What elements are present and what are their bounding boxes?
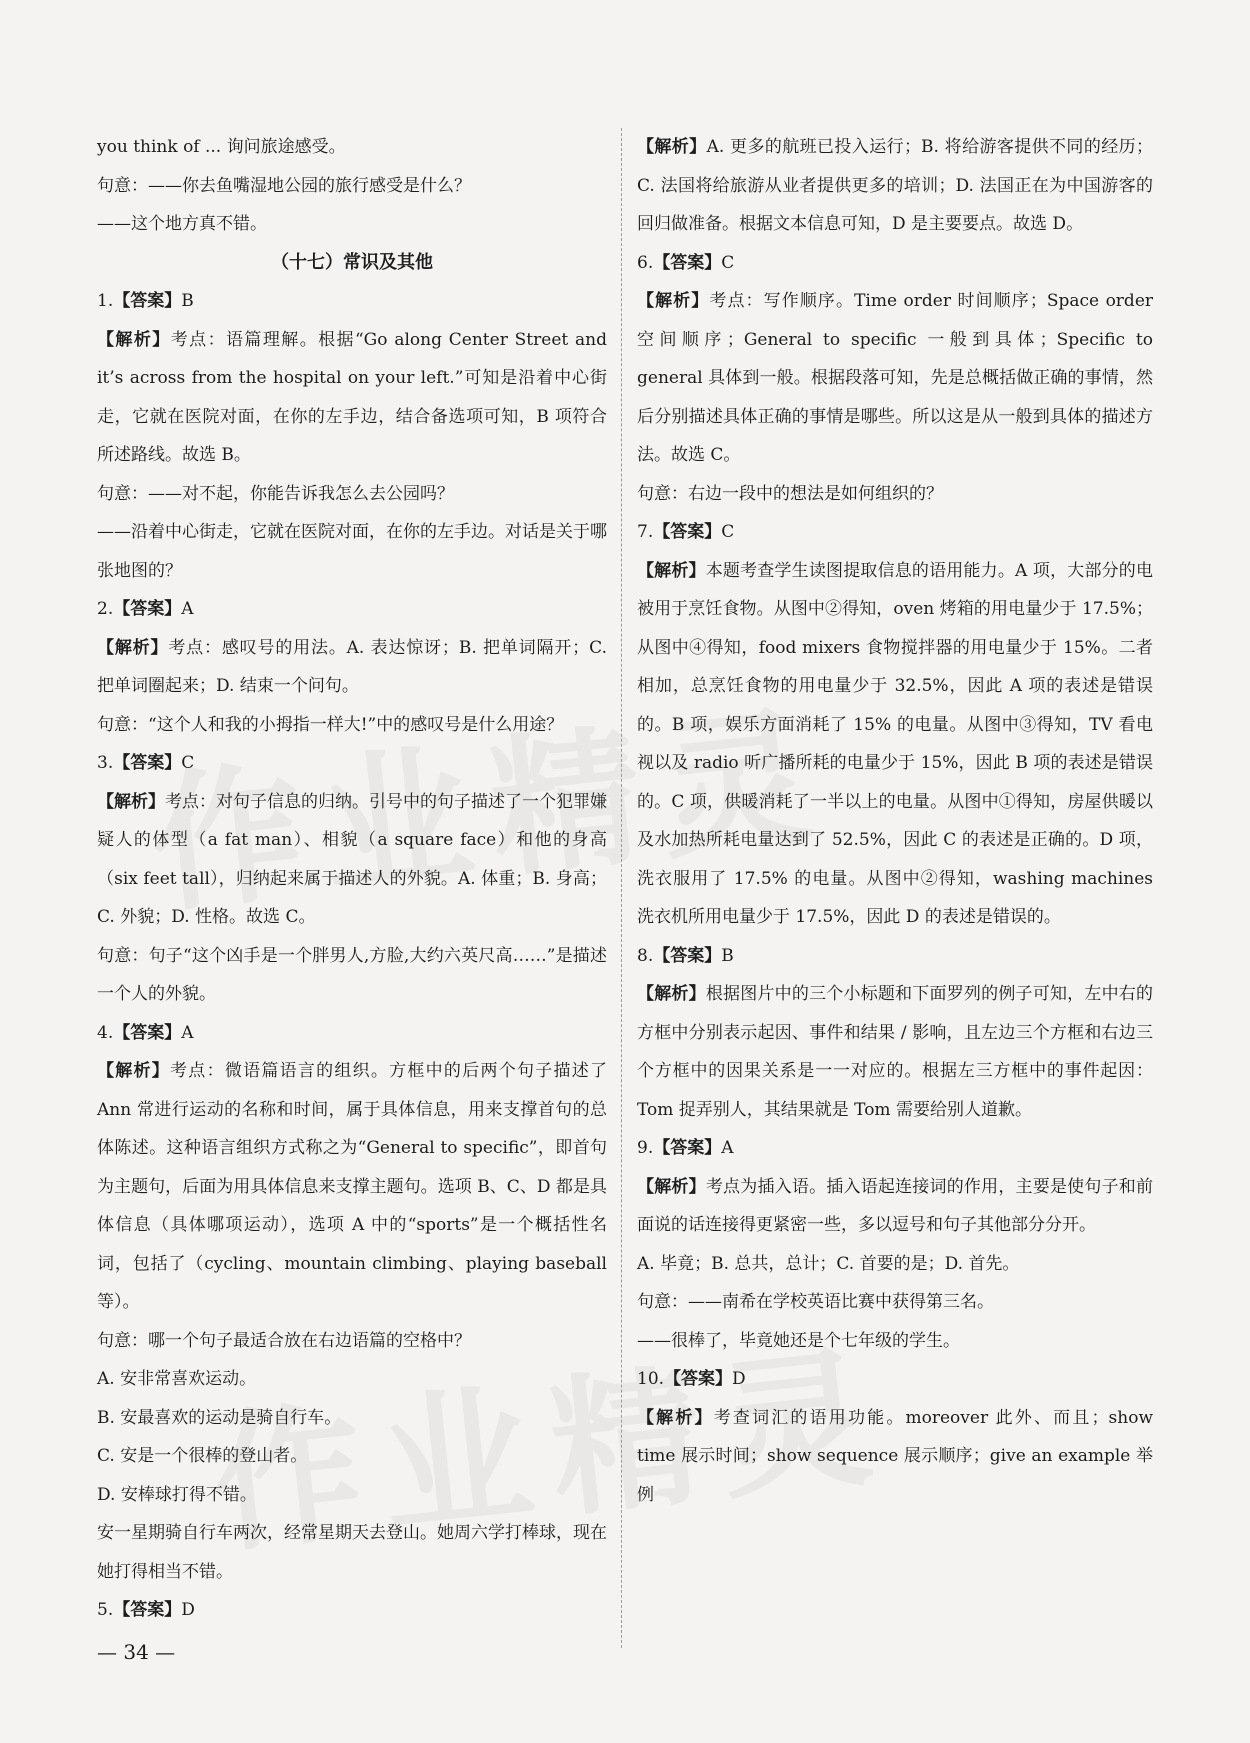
answer-line: [637, 1129, 1153, 1168]
text-paragraph: 安一星期骑自行车两次，经常星期天去登山。她周六学打棒球，现在她打得相当不错。: [97, 1523, 607, 1582]
label-tag: 【解析】: [97, 791, 165, 812]
question-number: 4.: [97, 1022, 114, 1043]
label-tag: 【答案】: [113, 1022, 182, 1043]
text-paragraph: ——很棒了，毕竟她还是个七年级的学生。: [637, 1330, 960, 1351]
paragraph-text: A: [181, 599, 194, 619]
page-number: — 34 —: [97, 1640, 176, 1664]
label-tag: 【答案】: [664, 1369, 733, 1389]
analysis-paragraph: [637, 1399, 1153, 1515]
label-tag: 【答案】: [113, 753, 182, 773]
paragraph-text: C: [721, 252, 735, 273]
label-tag: 【解析】: [97, 1061, 171, 1081]
answer-line: [97, 1014, 607, 1053]
text-paragraph: 句意：——对不起，你能告诉我怎么去公园吗？: [97, 483, 454, 504]
paragraph-text: A. 更多的航班已投入运行；B. 将给游客提供不同的经历；C. 法国将给旅游从业者提供更多的培训；D. 法国正在为中国游客的回归做准备。根据文本信息可知，D 是主要要点。故选 D。: [637, 137, 1153, 234]
answer-line: [637, 1360, 1153, 1399]
analysis-paragraph: [637, 975, 1153, 1129]
left-column: [97, 128, 607, 1630]
answer-line: [637, 244, 1153, 283]
text-paragraph: A. 安非常喜欢运动。: [97, 1369, 257, 1389]
paragraph-text: 本题考查学生读图提取信息的语用能力。A 项，大部分的电被用于烹饪食物。从图中②得知，oven 烤箱的用电量少于 17.5%；从图中④得知，food mixers 食物搅拌器的用电量少于 15%。二者相加，总烹饪食物的用电量少于 32.5%，因此 A 项的表述是错误的。B 项，娱乐方面消耗了 15% 的电量。从图中③得知，TV 看电视以及 radio 听广播所耗的电量少于 15%，因此 B 项的表述是错误的。C 项，供暖消耗了一半以上的电量。从图中①得知，房屋供暖以及水加热所耗电量达到了 52.5%，因此 C 的表述是正确的。D 项，洗衣服用了 17.5% 的电量。从图中②得知，washing machines 洗衣机所用电量少于 17.5%，因此 D 的表述是错误的。: [637, 560, 1153, 927]
label-tag: 【解析】: [637, 1407, 714, 1428]
question-number: 8.: [637, 945, 654, 966]
label-tag: 【解析】: [97, 637, 169, 658]
label-tag: 【解析】: [637, 560, 706, 581]
analysis-paragraph: [637, 128, 1153, 244]
label-tag: 【答案】: [653, 522, 722, 542]
text-paragraph: ——这个地方真不错。: [97, 214, 267, 234]
paragraph-text: A: [181, 1022, 194, 1043]
paragraph-text: 考点：语篇理解。根据“Go along Center Street and it’s across from the hospital on your left.”可知是沿着中心街走，它就在医院对面，在你的左手边，结合备选项可知，B 项符合所述路线。故选 B。: [97, 329, 608, 465]
text-paragraph: ——沿着中心街走，它就在医院对面，在你的左手边。对话是关于哪张地图的？: [97, 522, 607, 581]
question-number: 10.: [637, 1369, 665, 1389]
paragraph-text: D: [732, 1369, 746, 1389]
paragraph-text: 考点：微语篇语言的组织。方框中的后两个句子描述了 Ann 常进行运动的名称和时间，属于具体信息，用来支撑首句的总体陈述。这种语言组织方式称之为“General to specific”，即首句为主题句，后面为用具体信息来支撑主题句。选项 B、C、D 都是具体信息（具体哪项运动），选项 A 中的“sports”是一个概括性名词，包括了（cycling、mountain climbing、playing baseball 等）。: [97, 1061, 608, 1312]
label-tag: 【解析】: [637, 137, 707, 157]
text-paragraph: 句意：哪一个句子最适合放在右边语篇的空格中？: [97, 1330, 471, 1351]
label-tag: 【答案】: [113, 1600, 182, 1620]
text-paragraph: 句意：右边一段中的想法是如何组织的？: [637, 483, 943, 504]
answer-line: [637, 937, 1153, 976]
text-paragraph: you think of ... 询问旅途感受。: [97, 137, 346, 157]
analysis-paragraph: [637, 282, 1153, 475]
label-tag: 【答案】: [113, 599, 182, 619]
answer-line: [97, 1591, 607, 1630]
section-heading: （十七）常识及其他: [271, 251, 433, 273]
analysis-paragraph: [97, 783, 607, 937]
paragraph-text: 考点：写作顺序。Time order 时间顺序；Space order 空间顺序；General to specific 一般到具体；Specific to general 具体到一般。根据段落可知，先是总概括做正确的事情，然后分别描述具体正确的事情是哪些。所以这是从一般到具体的描述方法。故选 C。: [637, 291, 1154, 465]
analysis-paragraph: [637, 1168, 1153, 1245]
text-paragraph: 句意：——你去鱼嘴湿地公园的旅行感受是什么？: [97, 175, 471, 196]
answer-line: [637, 513, 1153, 552]
paragraph-text: 考查词汇的语用功能。moreover 此外、而且；show time 展示时间；show sequence 展示顺序；give an example 举例: [637, 1407, 1153, 1505]
text-paragraph: D. 安棒球打得不错。: [97, 1484, 257, 1505]
question-number: 7.: [637, 522, 654, 542]
paragraph-text: 考点：对句子信息的归纳。引号中的句子描述了一个犯罪嫌疑人的体型（a fat man）、相貌（a square face）和他的身高（six feet tall），归纳起来属于描述人的外貌。A. 体重；B. 身高；C. 外貌；D. 性格。故选 C。: [97, 791, 607, 927]
label-tag: 【答案】: [653, 1138, 722, 1158]
analysis-paragraph: [637, 552, 1153, 937]
label-tag: 【解析】: [637, 984, 706, 1004]
label-tag: 【答案】: [653, 945, 722, 966]
label-tag: 【解析】: [637, 291, 710, 311]
paragraph-text: D: [181, 1600, 195, 1620]
right-column: [637, 128, 1153, 1514]
question-number: 5.: [97, 1600, 114, 1620]
answer-line: [97, 282, 607, 321]
text-paragraph: 句意：句子“这个凶手是一个胖男人,方脸,大约六英尺高……”是描述一个人的外貌。: [97, 945, 607, 1004]
paragraph-text: C: [721, 522, 735, 542]
paragraph-text: A: [721, 1138, 734, 1158]
text-paragraph: A. 毕竟；B. 总共，总计；C. 首要的是；D. 首先。: [637, 1253, 1020, 1274]
label-tag: 【解析】: [97, 329, 171, 350]
paragraph-text: B: [721, 945, 734, 966]
analysis-paragraph: [97, 1052, 607, 1322]
column-divider: [621, 128, 622, 1648]
answer-line: [97, 744, 607, 783]
text-paragraph: 句意：——南希在学校英语比赛中获得第三名。: [637, 1292, 994, 1312]
answer-line: [97, 590, 607, 629]
paragraph-text: B: [181, 291, 194, 311]
text-paragraph: C. 安是一个很棒的登山者。: [97, 1446, 308, 1466]
label-tag: 【解析】: [637, 1176, 706, 1197]
text-paragraph: B. 安最喜欢的运动是骑自行车。: [97, 1407, 342, 1428]
paragraph-text: C: [181, 753, 195, 773]
paragraph-text: 根据图片中的三个小标题和下面罗列的例子可知，左中右的方框中分别表示起因、事件和结果 / 影响，且左边三个方框和右边三个方框中的因果关系是一一对应的。根据左三方框中的事件起因：Tom 捉弄别人，其结果就是 Tom 需要给别人道歉。: [637, 984, 1153, 1120]
paragraph-text: 考点为插入语。插入语起连接词的作用，主要是使句子和前面说的话连接得更紧密一些，多以逗号和句子其他部分分开。: [637, 1176, 1153, 1235]
analysis-paragraph: [97, 321, 607, 475]
paragraph-text: 考点：感叹号的用法。A. 表达惊讶；B. 把单词隔开；C. 把单词圈起来；D. 结束一个问句。: [97, 637, 607, 696]
label-tag: 【答案】: [653, 252, 722, 273]
question-number: 6.: [637, 252, 654, 273]
question-number: 2.: [97, 599, 114, 619]
question-number: 1.: [97, 291, 114, 311]
question-number: 3.: [97, 753, 114, 773]
text-paragraph: 句意：“这个人和我的小拇指一样大!”中的感叹号是什么用途？: [97, 714, 564, 735]
label-tag: 【答案】: [113, 291, 182, 311]
analysis-paragraph: [97, 629, 607, 706]
question-number: 9.: [637, 1138, 654, 1158]
